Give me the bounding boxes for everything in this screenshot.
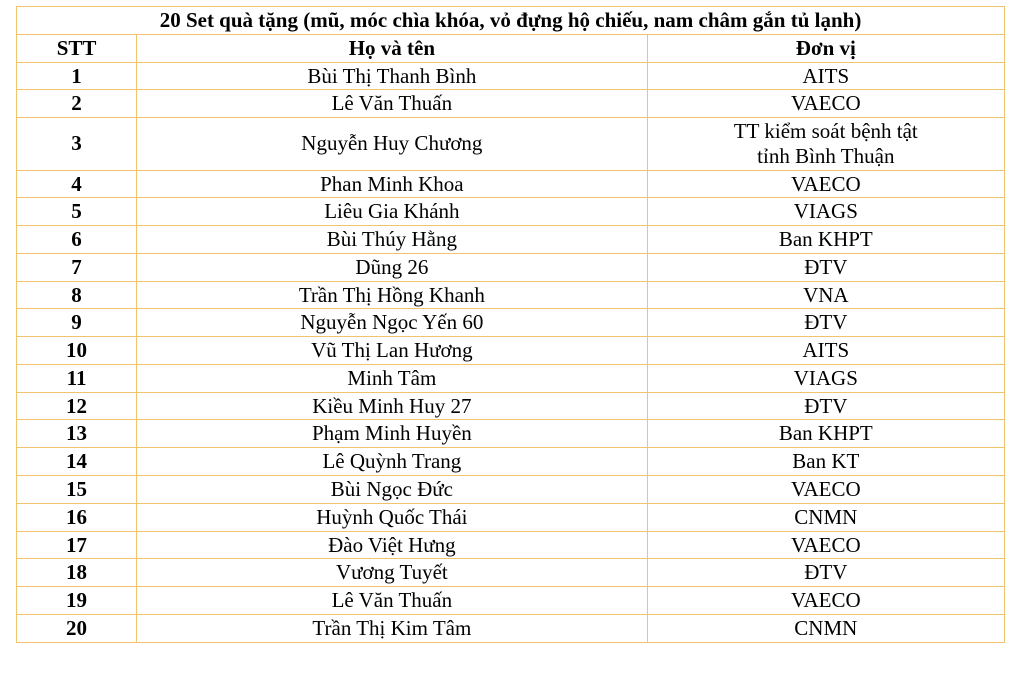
table-row xyxy=(17,198,1005,226)
table-row xyxy=(17,170,1005,198)
table-row xyxy=(17,531,1005,559)
cell-unit: VAECO xyxy=(647,587,1004,615)
table-row xyxy=(17,559,1005,587)
cell-unit: VAECO xyxy=(647,476,1004,504)
cell-name: Dũng 26 xyxy=(137,253,648,281)
cell-stt: 6 xyxy=(17,226,137,254)
cell-stt: 12 xyxy=(17,392,137,420)
cell-name: Vương Tuyết xyxy=(137,559,648,587)
cell-unit: ĐTV xyxy=(647,392,1004,420)
cell-stt: 20 xyxy=(17,614,137,642)
cell-name: Trần Thị Hồng Khanh xyxy=(137,281,648,309)
cell-name: Vũ Thị Lan Hương xyxy=(137,337,648,365)
cell-unit: VAECO xyxy=(647,531,1004,559)
cell-name: Nguyễn Huy Chương xyxy=(137,118,648,171)
cell-stt: 5 xyxy=(17,198,137,226)
cell-name: Phan Minh Khoa xyxy=(137,170,648,198)
cell-unit: VIAGS xyxy=(647,198,1004,226)
table-row xyxy=(17,503,1005,531)
table-title-row xyxy=(17,7,1005,35)
cell-stt: 4 xyxy=(17,170,137,198)
table-row xyxy=(17,118,1005,171)
cell-name: Kiều Minh Huy 27 xyxy=(137,392,648,420)
cell-name: Đào Việt Hưng xyxy=(137,531,648,559)
table-row xyxy=(17,392,1005,420)
cell-unit: CNMN xyxy=(647,614,1004,642)
cell-stt: 19 xyxy=(17,587,137,615)
table-row xyxy=(17,587,1005,615)
table-row xyxy=(17,614,1005,642)
cell-stt: 3 xyxy=(17,118,137,171)
cell-unit: Ban KHPT xyxy=(647,420,1004,448)
cell-stt: 9 xyxy=(17,309,137,337)
cell-unit: ĐTV xyxy=(647,253,1004,281)
cell-name: Lê Văn Thuấn xyxy=(137,90,648,118)
cell-unit: ĐTV xyxy=(647,559,1004,587)
column-header-name: Họ và tên xyxy=(137,34,648,62)
cell-stt: 11 xyxy=(17,364,137,392)
cell-name: Nguyễn Ngọc Yến 60 xyxy=(137,309,648,337)
cell-name: Minh Tâm xyxy=(137,364,648,392)
cell-unit: VNA xyxy=(647,281,1004,309)
table-row xyxy=(17,253,1005,281)
table-row xyxy=(17,420,1005,448)
cell-unit-line2: tỉnh Bình Thuận xyxy=(757,143,895,168)
table-title: 20 Set quà tặng (mũ, móc chìa khóa, vỏ đựng hộ chiếu, nam châm gắn tủ lạnh) xyxy=(17,7,1005,35)
cell-unit: Ban KHPT xyxy=(647,226,1004,254)
cell-name: Lê Văn Thuấn xyxy=(137,587,648,615)
table-row xyxy=(17,309,1005,337)
table-row xyxy=(17,448,1005,476)
cell-stt: 10 xyxy=(17,337,137,365)
cell-unit: VAECO xyxy=(647,170,1004,198)
cell-unit: VAECO xyxy=(647,90,1004,118)
column-header-unit: Đơn vị xyxy=(647,34,1004,62)
cell-unit: Ban KT xyxy=(647,448,1004,476)
cell-unit-line1: TT kiểm soát bệnh tật xyxy=(733,119,918,144)
cell-name: Trần Thị Kim Tâm xyxy=(137,614,648,642)
cell-stt: 16 xyxy=(17,503,137,531)
cell-stt: 15 xyxy=(17,476,137,504)
gift-list-table xyxy=(16,6,1005,643)
cell-stt: 7 xyxy=(17,253,137,281)
table-row xyxy=(17,476,1005,504)
cell-name: Huỳnh Quốc Thái xyxy=(137,503,648,531)
cell-name: Liêu Gia Khánh xyxy=(137,198,648,226)
cell-unit: VIAGS xyxy=(647,364,1004,392)
table-row xyxy=(17,62,1005,90)
cell-unit: AITS xyxy=(647,62,1004,90)
table-row xyxy=(17,90,1005,118)
cell-stt: 18 xyxy=(17,559,137,587)
cell-name: Bùi Ngọc Đức xyxy=(137,476,648,504)
cell-unit: ĐTV xyxy=(647,309,1004,337)
cell-stt: 13 xyxy=(17,420,137,448)
table-row xyxy=(17,364,1005,392)
cell-stt: 8 xyxy=(17,281,137,309)
cell-name: Phạm Minh Huyền xyxy=(137,420,648,448)
cell-name: Bùi Thúy Hằng xyxy=(137,226,648,254)
cell-unit: CNMN xyxy=(647,503,1004,531)
cell-stt: 2 xyxy=(17,90,137,118)
cell-unit xyxy=(647,118,1004,171)
cell-name: Lê Quỳnh Trang xyxy=(137,448,648,476)
table-row xyxy=(17,281,1005,309)
cell-stt: 14 xyxy=(17,448,137,476)
table-row xyxy=(17,337,1005,365)
table-row xyxy=(17,226,1005,254)
cell-unit: AITS xyxy=(647,337,1004,365)
cell-name: Bùi Thị Thanh Bình xyxy=(137,62,648,90)
cell-stt: 17 xyxy=(17,531,137,559)
column-header-stt: STT xyxy=(17,34,137,62)
cell-stt: 1 xyxy=(17,62,137,90)
table-header-row xyxy=(17,34,1005,62)
